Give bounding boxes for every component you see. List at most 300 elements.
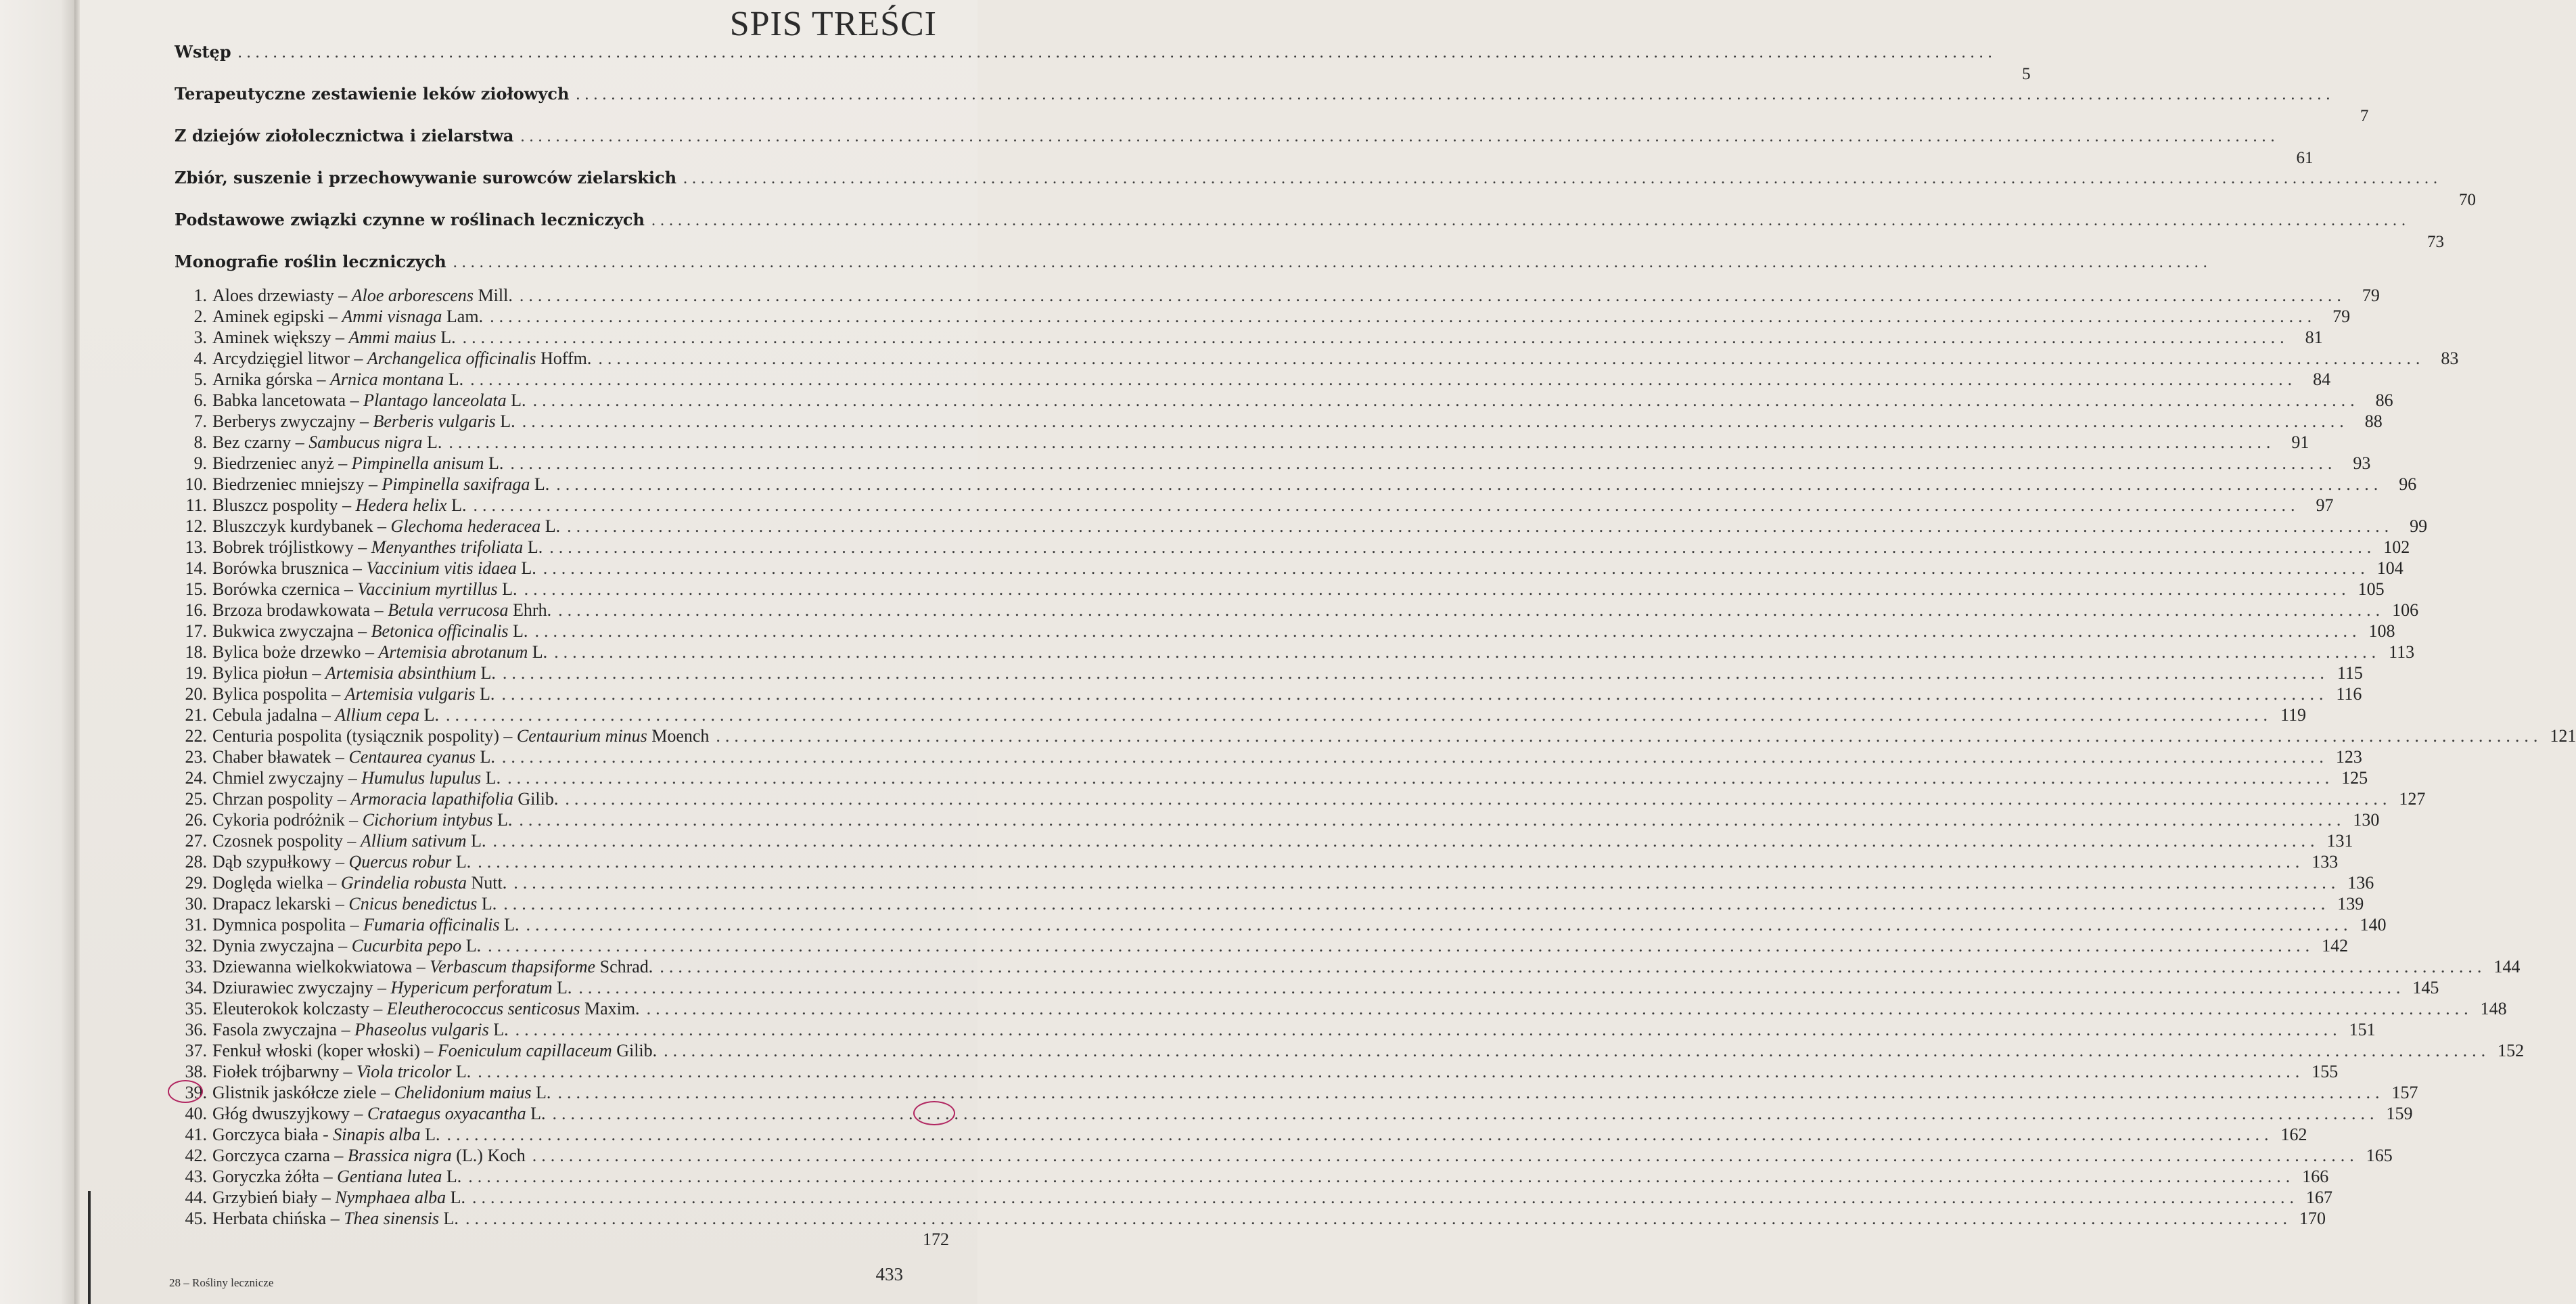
item-number: 23. [185, 747, 207, 767]
plant-latin-name: Artemisia vulgaris [344, 684, 476, 704]
dot-leader: ........................................................................................................................................................................................................ [478, 1062, 2305, 1081]
plant-author: Schrad. [595, 957, 653, 976]
item-label [175, 1104, 546, 1124]
item-page-number: 157 [2391, 1083, 2418, 1102]
toc-section [175, 252, 2212, 272]
plant-latin-name: Brassica nigra [347, 1146, 452, 1165]
item-label [175, 747, 495, 767]
plant-latin-name: Artemisia abrotanum [378, 642, 528, 662]
item-page-number: 88 [2364, 411, 2383, 431]
plant-author: L. [508, 621, 528, 641]
plant-latin-name: Vaccinium myrtillus [357, 579, 498, 599]
toc-item [175, 516, 2428, 537]
item-page-number: 172 [923, 1230, 949, 1249]
toc-section [175, 42, 2031, 83]
item-label [175, 663, 496, 683]
plant-latin-name: Archangelica officinalis [367, 349, 536, 368]
dot-leader: ........................................................................................................................................................................................................ [532, 1146, 2359, 1165]
plant-latin-name: Betonica officinalis [371, 621, 509, 641]
plant-latin-name: Quercus robur [348, 852, 452, 872]
plant-common-name: Aloes drzewiasty – [212, 286, 352, 305]
toc-item [175, 1167, 2329, 1187]
dot-leader: ........................................................................................................................................................................................................ [567, 516, 2394, 536]
toc-item [175, 810, 2380, 830]
item-page-number: 130 [2353, 810, 2380, 830]
item-number: 24. [185, 768, 207, 788]
toc-item [175, 411, 2383, 432]
plant-latin-name: Humulus lupulus [361, 768, 482, 788]
item-page-number: 106 [2392, 600, 2419, 620]
toc-item [175, 432, 2309, 453]
footer-signature: 28 – Rośliny lecznicze [169, 1276, 274, 1289]
plant-common-name: Cebula jadalna – [212, 705, 336, 725]
plant-author: Gilib. [612, 1041, 658, 1060]
dot-leader: ........................................................................................................................................................................................................ [237, 44, 1997, 62]
item-number: 22. [185, 726, 207, 746]
item-page-number: 83 [2441, 349, 2459, 368]
plant-author: L. [540, 516, 561, 536]
item-label [175, 684, 495, 704]
item-page-number: 162 [2280, 1125, 2307, 1144]
dot-leader: ........................................................................................................................................................................................................ [520, 128, 2280, 145]
item-label [175, 978, 572, 998]
handwritten-circle-mark [913, 1101, 955, 1125]
plant-common-name: Dziurawiec zwyczajny – [212, 978, 391, 997]
toc-item [175, 1209, 2326, 1229]
plant-latin-name: Menyanthes trifoliata [371, 537, 524, 557]
dot-leader: ........................................................................................................................................................................................................ [543, 558, 2370, 578]
item-label [175, 726, 709, 746]
plant-author: L. [419, 705, 440, 725]
plant-common-name: Eleuterokok kolczasty – [212, 999, 387, 1018]
plant-author: L. [531, 1083, 551, 1102]
dot-leader: ........................................................................................................................................................................................................ [556, 474, 2383, 494]
plant-latin-name: Pimpinella anisum [351, 453, 484, 473]
toc-item [175, 705, 2307, 725]
plant-author: L. [446, 1188, 466, 1207]
toc-item [175, 1041, 2525, 1061]
plant-common-name: Arnika górska – [212, 369, 331, 389]
dot-leader: ........................................................................................................................................................................................................ [549, 537, 2376, 557]
item-label [175, 705, 439, 725]
section-title: Wstęp [175, 42, 231, 62]
item-number: 27. [185, 831, 207, 851]
plant-common-name: Chrzan pospolity – [212, 789, 351, 809]
toc-item [175, 495, 2334, 516]
item-label [175, 894, 497, 914]
section-title: Podstawowe związki czynne w roślinach leczniczych [175, 210, 645, 229]
item-page-number: 108 [2368, 621, 2395, 641]
item-page-number: 140 [2360, 915, 2387, 935]
item-page-number: 115 [2337, 663, 2363, 683]
plant-common-name: Dymnica pospolita – [212, 915, 364, 935]
dot-leader: ........................................................................................................................................................................................................ [465, 1209, 2292, 1228]
toc-section [175, 84, 2369, 125]
plant-author: Maxim. [580, 999, 640, 1018]
item-label [175, 1146, 526, 1166]
dot-leader: ........................................................................................................................................................................................................ [470, 369, 2297, 389]
item-page-number: 116 [2336, 684, 2362, 704]
item-number: 40. [185, 1104, 207, 1123]
plant-common-name: Grzybień biały – [212, 1188, 336, 1207]
item-number: 6. [193, 390, 207, 410]
item-label [175, 516, 560, 537]
dot-leader: ........................................................................................................................................................................................................ [646, 999, 2473, 1018]
plant-common-name: Dynia zwyczajna – [212, 936, 352, 955]
dot-leader: ........................................................................................................................................................................................................ [716, 726, 2543, 746]
toc-section [175, 210, 2444, 251]
plant-common-name: Babka lancetowata – [212, 390, 364, 410]
plant-latin-name: Artemisia absinthium [325, 663, 476, 683]
toc-item [175, 789, 2426, 809]
plant-common-name: Gorczyca czarna – [212, 1146, 348, 1165]
dot-leader: ........................................................................................................................................................................................................ [468, 1167, 2295, 1186]
toc-item [175, 621, 2395, 642]
plant-common-name: Bylica pospolita – [212, 684, 345, 704]
item-page-number: 79 [2332, 307, 2351, 326]
toc-item [175, 1125, 2307, 1145]
dot-leader: ........................................................................................................................................................................................................ [446, 1125, 2274, 1144]
item-number: 31. [185, 915, 207, 935]
handwritten-circle-mark [168, 1080, 203, 1103]
toc-item [175, 684, 2362, 704]
dot-leader: ........................................................................................................................................................................................................ [513, 873, 2341, 893]
toc-item [175, 894, 2364, 914]
plant-latin-name: Thea sinensis [344, 1209, 440, 1228]
dot-leader: ........................................................................................................................................................................................................ [683, 170, 2443, 187]
item-label [175, 369, 463, 390]
toc-item [175, 1188, 2333, 1208]
dot-leader: ........................................................................................................................................................................................................ [478, 852, 2305, 872]
item-label [175, 1083, 551, 1103]
section-title: Zbiór, suszenie i przechowywanie surowców zielarskich [175, 168, 677, 187]
item-number: 7. [193, 411, 207, 431]
item-number: 1. [193, 286, 207, 305]
plant-author: L. [439, 1209, 459, 1228]
item-number: 9. [193, 453, 207, 473]
book-gutter [74, 0, 80, 1304]
plant-author: L. [446, 495, 467, 515]
plant-author: L. [444, 369, 464, 389]
item-page-number: 99 [2410, 516, 2428, 536]
plant-latin-name: Chelidonium maius [394, 1083, 532, 1102]
item-page-number: 148 [2480, 999, 2507, 1018]
item-number: 12. [185, 516, 207, 536]
item-page-number: 119 [2280, 705, 2307, 725]
plant-common-name: Chaber bławatek – [212, 747, 349, 767]
plant-author: L. [488, 1020, 509, 1039]
plant-author: Ehrh. [508, 600, 552, 620]
toc-item [175, 1020, 2376, 1040]
item-label [175, 873, 507, 893]
item-label [175, 1188, 465, 1208]
plant-latin-name: Viola tricolor [356, 1062, 452, 1081]
item-number: 33. [185, 957, 207, 976]
plant-author: L. [492, 810, 513, 830]
plant-latin-name: Crataegus oxyacantha [367, 1104, 526, 1123]
item-page-number: 139 [2337, 894, 2364, 914]
toc-extra-page-number [175, 1230, 949, 1250]
item-page-number: 102 [2383, 537, 2410, 557]
item-label [175, 328, 456, 348]
item-page-number: 125 [2341, 768, 2368, 788]
plant-author: L. [530, 474, 550, 494]
item-label [175, 1125, 440, 1145]
toc-item [175, 747, 2362, 767]
item-page-number: 123 [2335, 747, 2362, 767]
plant-common-name: Bobrek trójlistkowy – [212, 537, 371, 557]
plant-common-name: Centuria pospolita (tysiącznik pospolity) – [212, 726, 517, 746]
plant-latin-name: Vaccinium vitis idaea [366, 558, 517, 578]
item-number: 32. [185, 936, 207, 955]
plant-author: L. [451, 852, 472, 872]
item-page-number: 155 [2312, 1062, 2339, 1081]
plant-author: L. [516, 558, 536, 578]
item-label [175, 810, 512, 830]
toc-section [175, 126, 2314, 167]
item-number: 8. [193, 432, 207, 452]
plant-author: Hoffm. [536, 349, 592, 368]
item-page-number: 79 [2362, 286, 2380, 305]
item-page-number: 167 [2306, 1188, 2333, 1207]
item-number: 26. [185, 810, 207, 830]
plant-latin-name: Hypericum perforatum [390, 978, 553, 997]
plant-author: L. [451, 1062, 472, 1081]
plant-latin-name: Pimpinella saxifraga [382, 474, 530, 494]
plant-latin-name: Centaurium minus [516, 726, 647, 746]
dot-leader: ........................................................................................................................................................................................................ [557, 1083, 2385, 1102]
item-label [175, 1167, 461, 1187]
item-page-number: 166 [2302, 1167, 2329, 1186]
plant-latin-name: Arnica montana [330, 369, 444, 389]
toc-item [175, 369, 2331, 390]
item-number: 38. [185, 1062, 207, 1081]
dot-leader: ........................................................................................................................................................................................................ [502, 663, 2329, 683]
item-number: 16. [185, 600, 207, 620]
item-label [175, 349, 591, 369]
plant-latin-name: Armoracia lapathifolia [350, 789, 513, 809]
item-label [175, 411, 515, 432]
item-number: 14. [185, 558, 207, 578]
item-label [175, 286, 513, 306]
plant-common-name: Berberys zwyczajny – [212, 411, 373, 431]
page-number: 433 [875, 1264, 903, 1284]
item-page-number: 170 [2299, 1209, 2326, 1228]
toc-item [175, 307, 2351, 327]
item-page-number: 159 [2386, 1104, 2413, 1123]
item-number: 21. [185, 705, 207, 725]
item-label [175, 957, 653, 977]
plant-common-name: Aminek egipski – [212, 307, 342, 326]
toc-item [175, 663, 2363, 683]
item-page-number: 105 [2358, 579, 2385, 599]
item-page-number: 104 [2376, 558, 2404, 578]
item-number: 13. [185, 537, 207, 557]
plant-common-name: Doględa wielka – [212, 873, 341, 893]
item-page-number: 113 [2389, 642, 2415, 662]
item-label [175, 768, 501, 788]
toc-item [175, 957, 2521, 977]
item-number: 4. [193, 349, 207, 368]
section-page-number: 5 [2022, 65, 2031, 83]
plant-author: L. [528, 642, 548, 662]
plant-author: L. [420, 1125, 440, 1144]
item-label [175, 1209, 459, 1229]
toc-item [175, 600, 2419, 621]
toc-item [175, 915, 2387, 935]
dot-leader: ........................................................................................................................................................................................................ [526, 915, 2353, 935]
item-page-number: 93 [2353, 453, 2371, 473]
item-number: 10. [185, 474, 207, 494]
plant-common-name: Cykoria podróżnik – [212, 810, 363, 830]
plant-common-name: Bukwica zwyczajna – [212, 621, 371, 641]
plant-author: L. [499, 915, 520, 935]
plant-common-name: Biedrzeniec mniejszy – [212, 474, 382, 494]
plant-common-name: Borówka czernica – [212, 579, 358, 599]
item-page-number: 133 [2312, 852, 2339, 872]
item-number: 18. [185, 642, 207, 662]
dot-leader: ........................................................................................................................................................................................................ [462, 328, 2289, 347]
left-page-edge [0, 0, 76, 1304]
dot-leader: ........................................................................................................................................................................................................ [448, 432, 2276, 452]
plant-latin-name: Cichorium intybus [362, 810, 493, 830]
item-label [175, 1041, 657, 1061]
dot-leader: ........................................................................................................................................................................................................ [664, 1041, 2491, 1060]
item-label [175, 915, 520, 935]
section-page-number: 61 [2296, 149, 2314, 167]
toc-item [175, 537, 2410, 558]
item-label [175, 642, 547, 662]
plant-common-name: Dąb szypułkowy – [212, 852, 349, 872]
toc-section [175, 168, 2477, 209]
plant-common-name: Goryczka żółta – [212, 1167, 338, 1186]
item-page-number: 84 [2313, 369, 2331, 389]
plant-latin-name: Betula verrucosa [388, 600, 509, 620]
plant-latin-name: Grindelia robusta [340, 873, 467, 893]
plant-common-name: Gorczyca biała - [212, 1125, 334, 1144]
item-number: 43. [185, 1167, 207, 1186]
plant-author: Nutt. [467, 873, 507, 893]
plant-author: L. [523, 537, 543, 557]
dot-leader: ........................................................................................................................................................................................................ [490, 307, 2317, 326]
item-number: 29. [185, 873, 207, 893]
toc-item [175, 873, 2374, 893]
item-number: 11. [185, 495, 207, 515]
plant-author: L. [442, 1167, 462, 1186]
section-page-number: 73 [2426, 233, 2444, 251]
dot-leader: ........................................................................................................................................................................................................ [554, 642, 2381, 662]
dot-leader: ........................................................................................................................................................................................................ [472, 1188, 2299, 1207]
item-label [175, 789, 558, 809]
plant-author: L. [436, 328, 456, 347]
item-number: 30. [185, 894, 207, 914]
plant-latin-name: Ammi visnaga [342, 307, 442, 326]
dot-leader: ........................................................................................................................................................................................................ [507, 768, 2334, 788]
item-number: 36. [185, 1020, 207, 1039]
item-page-number: 96 [2399, 474, 2417, 494]
dot-leader: ........................................................................................................................................................................................................ [565, 789, 2392, 809]
dot-leader: ........................................................................................................................................................................................................ [519, 286, 2346, 305]
dot-leader: ........................................................................................................................................................................................................ [501, 747, 2328, 767]
plant-latin-name: Sambucus nigra [308, 432, 423, 452]
page-edge-shadow [88, 1191, 91, 1304]
plant-common-name: Bluszcz pospolity – [212, 495, 356, 515]
item-label [175, 852, 471, 872]
item-number: 37. [185, 1041, 207, 1060]
plant-common-name: Herbata chińska – [212, 1209, 344, 1228]
section-page-number: 70 [2459, 191, 2477, 209]
dot-leader: ........................................................................................................................................................................................................ [515, 1020, 2342, 1039]
plant-common-name: Fenkuł włoski (koper włoski) – [212, 1041, 438, 1060]
plant-author: L. [422, 432, 442, 452]
dot-leader: ........................................................................................................................................................................................................ [503, 894, 2330, 914]
section-title: Z dziejów ziołolecznictwa i zielarstwa [175, 126, 514, 145]
item-number: 19. [185, 663, 207, 683]
item-number: 28. [185, 852, 207, 872]
plant-latin-name: Nymphaea alba [335, 1188, 446, 1207]
dot-leader: ........................................................................................................................................................................................................ [488, 936, 2315, 955]
plant-common-name: Fasola zwyczajna – [212, 1020, 355, 1039]
plant-latin-name: Allium sativum [360, 831, 467, 851]
plant-author: Lam. [442, 307, 484, 326]
plant-common-name: Bluszczyk kurdybanek – [212, 516, 391, 536]
plant-latin-name: Verbascum thapsiforme [430, 957, 596, 976]
toc-item [175, 579, 2385, 600]
dot-leader: ........................................................................................................................................................................................................ [492, 831, 2320, 851]
item-label [175, 579, 518, 600]
dot-leader: ........................................................................................................................................................................................................ [598, 349, 2425, 368]
item-label [175, 999, 640, 1019]
plant-common-name: Chmiel zwyczajny – [212, 768, 362, 788]
item-number: 17. [185, 621, 207, 641]
dot-leader: ........................................................................................................................................................................................................ [534, 621, 2362, 641]
plant-common-name: Biedrzeniec anyż – [212, 453, 352, 473]
item-label [175, 621, 528, 642]
dot-leader: ........................................................................................................................................................................................................ [446, 705, 2273, 725]
plant-author: L. [481, 768, 501, 788]
item-number: 20. [185, 684, 207, 704]
plant-author: (L.) Koch [451, 1146, 526, 1165]
dot-leader: ........................................................................................................................................................................................................ [522, 411, 2349, 431]
plant-author: L. [477, 894, 497, 914]
plant-latin-name: Eleutherococcus senticosus [386, 999, 580, 1018]
item-number: 35. [185, 999, 207, 1018]
toc-item [175, 726, 2576, 746]
plant-common-name: Bylica piołun – [212, 663, 325, 683]
item-label [175, 432, 442, 453]
dot-leader: ........................................................................................................................................................................................................ [660, 957, 2487, 976]
item-page-number: 121 [2550, 726, 2576, 746]
plant-common-name: Bez czarny – [212, 432, 309, 452]
section-title: Terapeutyczne zestawienie leków ziołowych [175, 84, 570, 104]
item-label [175, 537, 543, 558]
toc-item [175, 349, 2459, 369]
toc-item [175, 999, 2507, 1019]
item-page-number: 97 [2316, 495, 2334, 515]
book-page [80, 0, 2576, 1304]
toc-item [175, 558, 2404, 579]
plant-latin-name: Cucurbita pepo [351, 936, 462, 955]
plant-latin-name: Fumaria officinalis [363, 915, 500, 935]
toc-item [175, 390, 2393, 411]
item-page-number: 145 [2412, 978, 2439, 997]
plant-latin-name: Sinapis alba [333, 1125, 421, 1144]
plant-latin-name: Cnicus benedictus [348, 894, 478, 914]
plant-common-name: Brzoza brodawkowata – [212, 600, 388, 620]
item-number: 2. [193, 307, 207, 326]
item-page-number: 131 [2326, 831, 2353, 851]
item-label [175, 390, 526, 411]
